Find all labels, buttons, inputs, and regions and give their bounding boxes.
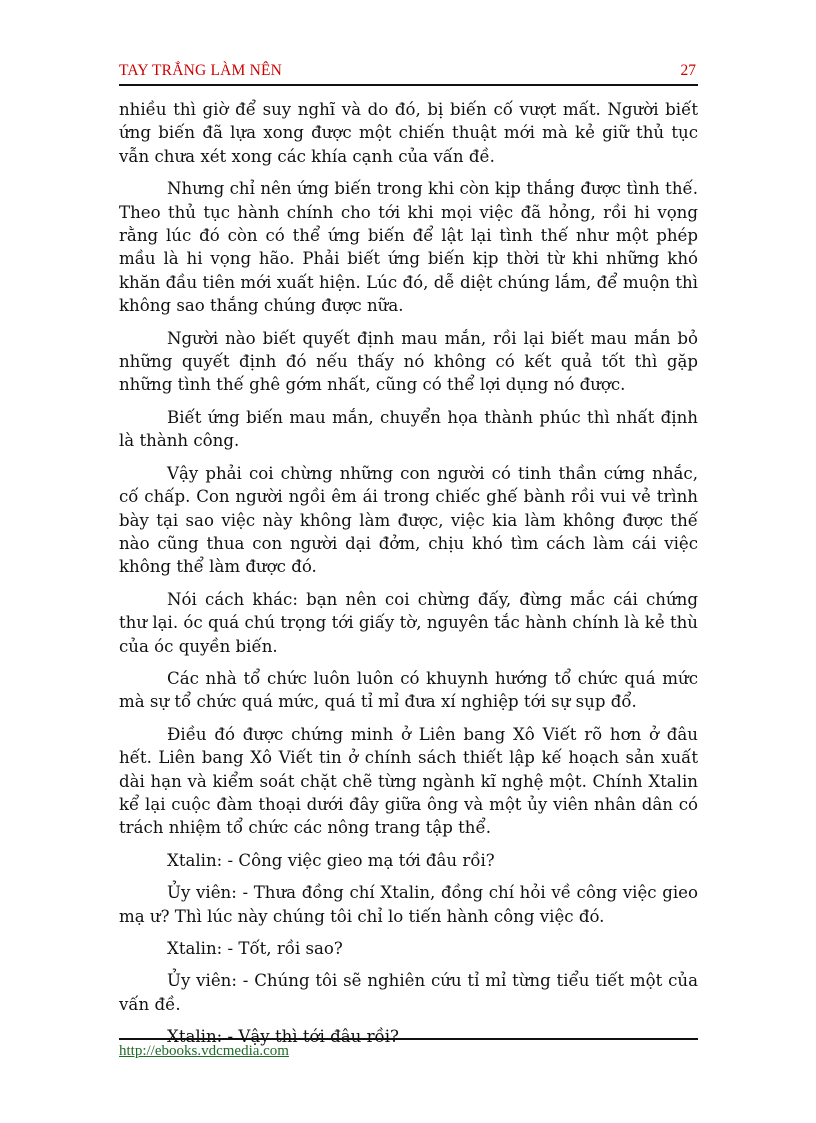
dialogue-line: Xtalin: - Tốt, rồi sao?: [167, 939, 343, 958]
book-title: TAY TRẮNG LÀM NÊN: [119, 62, 283, 79]
paragraph: nhiều thì giờ để suy nghĩ và do đó, bị biến cố vượt mất. Người biết ứng biến đã lựa xong được một chiến thuật mới mà kẻ giữ thủ tục vẫn chưa xét xong các khía cạnh của vấn đề.: [119, 100, 698, 166]
dialogue-line: Ủy viên: - Thưa đồng chí Xtalin, đồng chí hỏi về công việc gieo mạ ư? Thì lúc này chúng tôi chỉ lo tiến hành công việc đó.: [119, 883, 698, 926]
paragraph: Vậy phải coi chừng những con người có tinh thần cứng nhắc, cố chấp. Con người ngồi êm ái trong chiếc ghế bành rồi vui vẻ trình bày tại sao việc này không làm được, việc kia làm không được thế nào cũng thua con người dại đởm, chịu khó tìm cách làm cái việc không thể làm được đó.: [119, 463, 698, 577]
paragraph: Biết ứng biến mau mắn, chuyển họa thành phúc thì nhất định là thành công.: [119, 407, 698, 451]
page-body: [119, 98, 698, 1058]
paragraph: Nói cách khác: bạn nên coi chừng đấy, đừng mắc cái chứng thư lại. óc quá chú trọng tới giấy tờ, nguyên tắc hành chính là kẻ thù của óc quyền biến.: [119, 589, 698, 656]
dialogue-line: Xtalin: - Vậy thì tới đâu rồi?: [167, 1027, 399, 1047]
footer-url-link[interactable]: http://ebooks.vdcmedia.com: [119, 1043, 289, 1059]
page-header: [119, 62, 698, 86]
paragraph: Các nhà tổ chức luôn luôn có khuynh hướng tổ chức quá mức mà sự tổ chức quá mức, quá tỉ mỉ đưa xí nghiệp tới sự sụp đổ.: [119, 668, 698, 712]
paragraph: Người nào biết quyết định mau mắn, rồi lại biết mau mắn bỏ những quyết định đó nếu thấy nó không có kết quả tốt thì gặp những tình thế ghê gớm nhất, cũng có thể lợi dụng nó được.: [119, 328, 698, 395]
dialogue-line: Xtalin: - Công việc gieo mạ tới đâu rồi?: [167, 850, 495, 870]
page-number: 27: [680, 62, 696, 79]
footer-divider: [119, 1038, 698, 1040]
paragraph: Điều đó được chứng minh ở Liên bang Xô Viết rõ hơn ở đâu hết. Liên bang Xô Viết tin ở chính sách thiết lập kế hoạch sản xuất dài hạn và kiểm soát chặt chẽ từng ngành kĩ nghệ một. Chính Xtalin kể lại cuộc đàm thoại dưới đây giữa ông và một ủy viên nhân dân có trách nhiệm tổ chức các nông trang tập thể.: [119, 724, 698, 838]
dialogue-line: Ủy viên: - Chúng tôi sẽ nghiên cứu tỉ mỉ từng tiểu tiết một của vấn đề.: [119, 971, 698, 1014]
paragraph: Nhưng chỉ nên ứng biến trong khi còn kịp thắng được tình thế. Theo thủ tục hành chính cho tới khi mọi việc đã hỏng, rồi hi vọng rằng lúc đó còn có thể ứng biến để lật lại tình thế như một phép mầu là hi vọng hão. Phải biết ứng biến kịp thời từ khi những khó khăn đầu tiên mới xuất hiện. Lúc đó, dễ diệt chúng lắm, để muộn thì không sao thắng chúng được nữa.: [119, 179, 698, 316]
